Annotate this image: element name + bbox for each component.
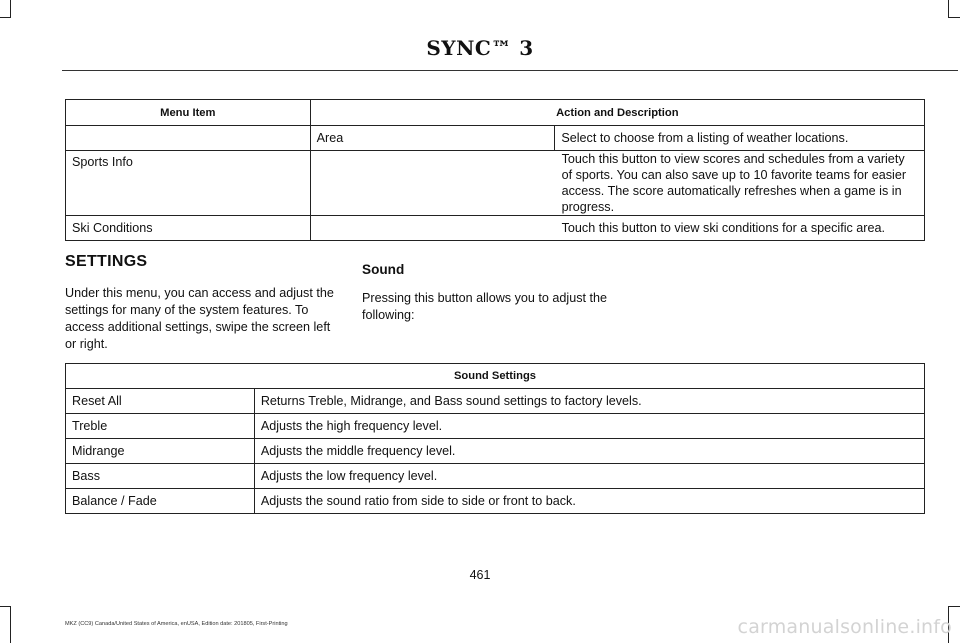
table-cell-description: Adjusts the low frequency level. [254, 464, 924, 489]
sound-settings-title: Sound Settings [66, 364, 925, 389]
table-row [66, 439, 925, 464]
table-cell-setting: Balance / Fade [66, 489, 255, 514]
table-cell-description: Touch this button to view ski conditions for a specific area. [310, 216, 924, 241]
crop-mark-top-right-v [948, 0, 949, 18]
table-cell-item: Sports Info [66, 151, 311, 216]
header-rule [62, 70, 958, 71]
column-header-action: Action and Description [310, 100, 924, 126]
watermark[interactable]: carmanualsonline.info [737, 616, 952, 638]
table-cell-description: Adjusts the sound ratio from side to side or front to back. [254, 489, 924, 514]
table-row [66, 126, 925, 151]
table-cell-setting: Treble [66, 414, 255, 439]
table-cell-description: Select to choose from a listing of weather locations. [555, 126, 925, 151]
table-row [66, 389, 925, 414]
crop-mark-top-right-h [948, 17, 960, 18]
settings-body-text: Under this menu, you can access and adjust the settings for many of the system features. To access additional settings, swipe the screen left or right. [65, 286, 334, 351]
table-row [66, 216, 925, 241]
table-row [66, 489, 925, 514]
crop-mark-bottom-left-v [10, 606, 11, 643]
table-cell-description: Touch this button to view scores and schedules from a variety of sports. You can also save up to 10 favorite teams for easier access. The score automatically refreshes when a game is in progress. [310, 151, 924, 216]
table-row [66, 414, 925, 439]
crop-mark-top-left-v [10, 0, 11, 18]
crop-mark-bottom-left-h [0, 606, 11, 607]
sound-settings-table [65, 363, 925, 514]
page-number: 461 [469, 568, 491, 582]
table-cell-subitem: Area [310, 126, 555, 151]
edition-footer: MKZ (CC9) Canada/United States of America, enUSA, Edition date: 201805, First-Printing [65, 621, 288, 627]
menu-items-table [65, 99, 925, 241]
table-cell-description: Adjusts the high frequency level. [254, 414, 924, 439]
table-cell-description: Adjusts the middle frequency level. [254, 439, 924, 464]
table-cell-setting: Midrange [66, 439, 255, 464]
table-cell-setting: Bass [66, 464, 255, 489]
table-row [66, 464, 925, 489]
settings-heading: SETTINGS [65, 253, 148, 270]
table-cell-item: Ski Conditions [66, 216, 311, 241]
table-cell-item [66, 126, 311, 151]
table-cell-description: Returns Treble, Midrange, and Bass sound settings to factory levels. [254, 389, 924, 414]
page-header-title: SYNC™ 3 [426, 36, 534, 60]
sound-heading: Sound [362, 262, 405, 277]
crop-mark-bottom-right-h [948, 606, 960, 607]
crop-mark-top-left-h [0, 17, 11, 18]
table-row [66, 151, 925, 216]
table-cell-setting: Reset All [66, 389, 255, 414]
sound-body-text: Pressing this button allows you to adjust the following: [362, 291, 608, 322]
column-header-menu-item: Menu Item [66, 100, 311, 126]
